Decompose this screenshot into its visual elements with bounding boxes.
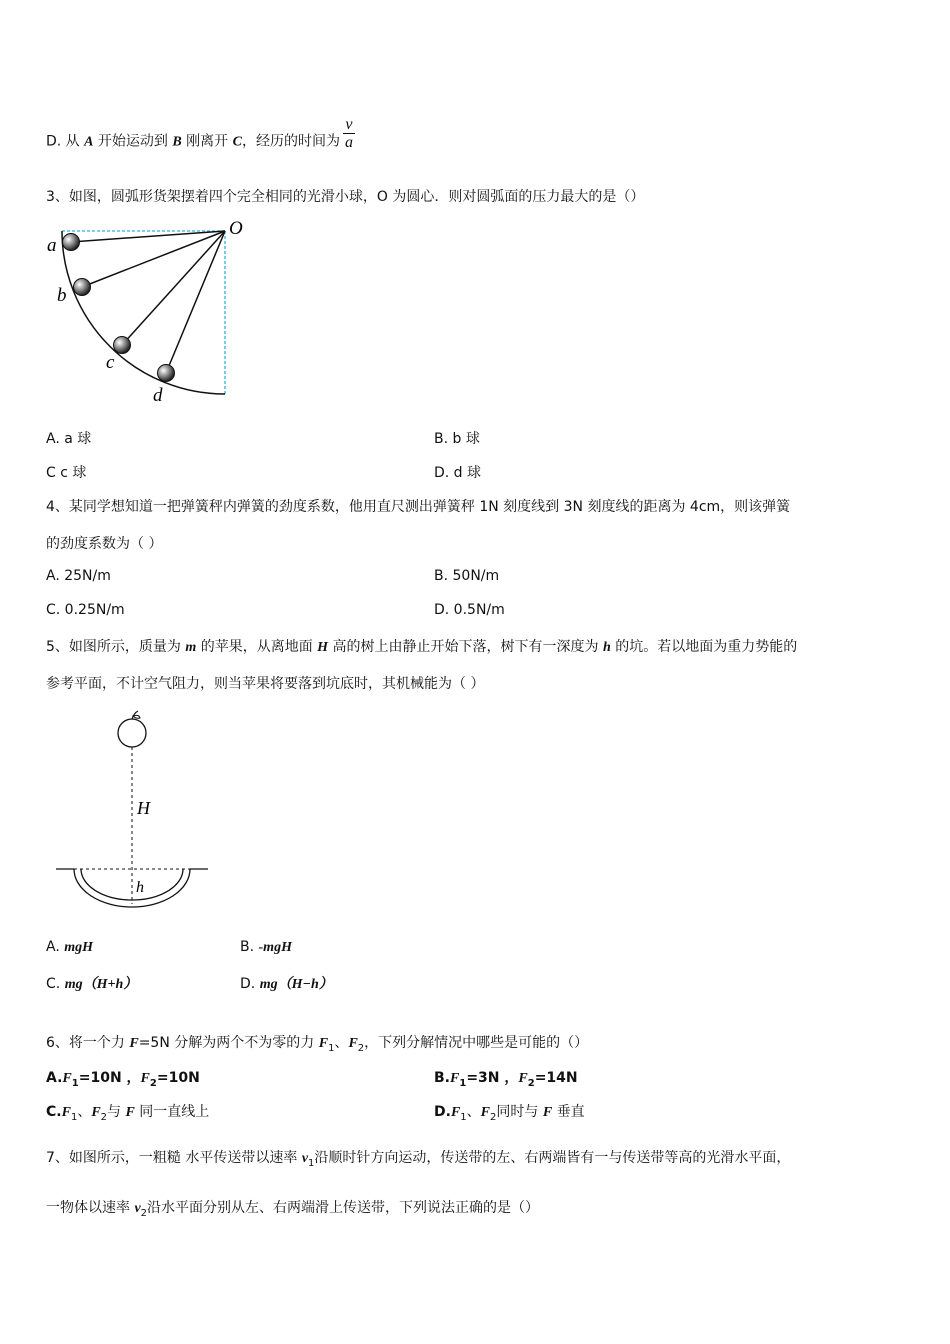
label-d: d — [153, 385, 163, 406]
q4-option-c: C. 0.25N/m — [46, 602, 125, 618]
var-a: A — [84, 134, 94, 150]
label-h-lower: h — [136, 879, 144, 896]
q5-option-b — [240, 939, 292, 956]
q6-option-a — [46, 1067, 200, 1089]
var-f1: F — [61, 1105, 71, 1120]
sub-2: 2 — [140, 1207, 148, 1219]
q3-option-c: C c 球 — [46, 465, 87, 481]
var-f1: F — [62, 1071, 72, 1086]
circular-arc — [62, 231, 225, 394]
q3-stem: 3、如图，圆弧形货架摆着四个完全相同的光滑小球，O 为圆心．则对圆弧面的压力最大的是（） — [46, 189, 645, 205]
opt-letter: D. — [240, 976, 260, 992]
opt-value: -mgH — [258, 940, 292, 955]
q7-text3: 一物体以速率 — [46, 1200, 135, 1216]
label-o: O — [229, 218, 243, 239]
var-h-lower: h — [602, 640, 611, 655]
q5-option-c — [46, 973, 137, 993]
q4-option-b: B. 50N/m — [434, 568, 500, 584]
q3-figure — [40, 212, 255, 407]
label-a: a — [47, 235, 57, 256]
q4-option-d: D. 0.5N/m — [434, 602, 505, 618]
ball-c — [114, 337, 131, 354]
q5-text1: 5、如图所示，质量为 — [46, 639, 186, 655]
opt-letter: C. — [46, 976, 65, 992]
q7-text2: 沿顺时针方向运动，传送带的左、右两端皆有一与传送带等高的光滑水平面， — [314, 1150, 791, 1166]
sub-1: 1 — [308, 1157, 315, 1169]
sub-1: 1 — [71, 1077, 79, 1089]
separator: 、 — [334, 1035, 349, 1051]
var-f2: F — [480, 1105, 491, 1120]
opt-value: mg（H−h） — [259, 977, 333, 992]
q5-text3: 高的树上由静止开始下落，树下有一深度为 — [328, 639, 603, 655]
var-f: F — [125, 1105, 135, 1120]
var-c: C — [232, 134, 242, 150]
var-h-upper: H — [317, 640, 329, 655]
q6-option-c — [46, 1101, 209, 1123]
q3-option-b: B. b 球 — [434, 431, 480, 447]
frac-denominator: a — [344, 134, 353, 151]
sub-2: 2 — [527, 1077, 535, 1089]
q5-option-a — [46, 939, 93, 956]
q5-option-d — [240, 973, 333, 993]
q5-stem-line2: 参考平面，不计空气阻力，则当苹果将要落到坑底时，其机械能为（ ） — [46, 676, 485, 692]
opt-text: =14N — [534, 1070, 578, 1086]
label-b: b — [57, 285, 67, 306]
sub-2: 2 — [490, 1111, 497, 1123]
var-f2: F — [91, 1105, 101, 1120]
var-f2: F — [518, 1071, 528, 1086]
apple-leaf — [133, 715, 140, 718]
opt-letter: C. — [46, 1104, 62, 1120]
q6-text3: ，下列分解情况中哪些是可能的（） — [364, 1035, 589, 1051]
opt-text: =3N ， — [466, 1070, 519, 1086]
separator: 、 — [77, 1104, 92, 1120]
radius-line-d — [166, 231, 225, 373]
q5-text2: 的苹果，从离地面 — [196, 639, 318, 655]
q6-option-d — [434, 1101, 585, 1123]
q4-stem-line1: 4、某同学想知道一把弹簧秤内弹簧的劲度系数，他用直尺测出弹簧秤 1N 刻度线到 3N 刻度线的距离为 4cm，则该弹簧 — [46, 499, 791, 515]
q2-optd-text4: ，经历的时间为 — [241, 133, 340, 150]
sub-2: 2 — [357, 1042, 365, 1054]
frac-numerator: v — [343, 116, 355, 134]
var-f: F — [129, 1036, 139, 1051]
q6-option-b — [434, 1067, 578, 1089]
opt-value: mg（H+h） — [64, 977, 138, 992]
q4-option-a: A. 25N/m — [46, 568, 111, 584]
q6-stem — [46, 1032, 588, 1054]
separator: 、 — [466, 1104, 481, 1120]
q5-text4: 的坑。若以地面为重力势能的 — [610, 639, 798, 655]
label-c: c — [106, 352, 115, 373]
radius-line-c — [122, 231, 225, 345]
var-v1: v — [301, 1151, 309, 1166]
q2-option-d — [46, 116, 355, 159]
opt-text: 与 — [107, 1104, 126, 1120]
ball-d — [158, 365, 175, 382]
sub-1: 1 — [460, 1111, 467, 1123]
var-m: m — [185, 640, 197, 655]
opt-text: 垂直 — [552, 1104, 585, 1120]
q6-text1: 6、将一个力 — [46, 1035, 130, 1051]
q7-text4: 沿水平面分别从左、右两端滑上传送带，下列说法正确的是（） — [147, 1200, 540, 1216]
q5-figure — [50, 708, 215, 913]
opt-letter: D. — [434, 1104, 451, 1120]
var-f: F — [542, 1105, 553, 1120]
var-f1: F — [450, 1071, 460, 1086]
q3-option-d: D. d 球 — [434, 465, 482, 481]
q5-stem-line1 — [46, 636, 797, 656]
opt-text: =10N ， — [78, 1070, 141, 1086]
var-f2: F — [348, 1036, 358, 1051]
q2-optd-text2: 开始运动到 — [93, 133, 173, 150]
q7-text1: 7、如图所示，一粗糙 水平传送带以速率 — [46, 1150, 302, 1166]
var-f1: F — [450, 1105, 461, 1120]
opt-text: 同一直线上 — [134, 1104, 210, 1120]
opt-value: mgH — [64, 940, 94, 955]
q7-stem-line1 — [46, 1147, 790, 1169]
sub-2: 2 — [149, 1077, 157, 1089]
opt-text: =10N — [156, 1070, 200, 1086]
var-f1: F — [318, 1036, 329, 1051]
opt-letter: B. — [240, 939, 259, 955]
ball-b — [74, 279, 91, 296]
var-f2: F — [140, 1071, 150, 1086]
q4-stem-line2: 的劲度系数为（ ） — [46, 536, 163, 552]
q3-option-a: A. a 球 — [46, 431, 92, 447]
q6-text2: =5N 分解为两个不为零的力 — [138, 1035, 319, 1051]
sub-1: 1 — [459, 1077, 467, 1089]
fraction-v-over-a — [343, 116, 355, 151]
sub-1: 1 — [70, 1111, 78, 1123]
q7-stem-line2 — [46, 1197, 539, 1219]
apple-icon — [118, 719, 146, 747]
opt-letter: A. — [46, 1070, 63, 1086]
q2-optd-text3: 刚离开 — [181, 133, 233, 150]
sub-1: 1 — [328, 1042, 335, 1054]
opt-letter: A. — [46, 939, 65, 955]
opt-letter: B. — [434, 1070, 450, 1086]
var-b: B — [172, 134, 182, 150]
q2-optd-text: D. 从 — [46, 133, 85, 150]
opt-text: 同时与 — [496, 1104, 543, 1120]
sub-2: 2 — [100, 1111, 108, 1123]
label-h-upper: H — [137, 798, 150, 818]
var-v2: v — [134, 1201, 141, 1216]
ball-a — [63, 234, 80, 251]
